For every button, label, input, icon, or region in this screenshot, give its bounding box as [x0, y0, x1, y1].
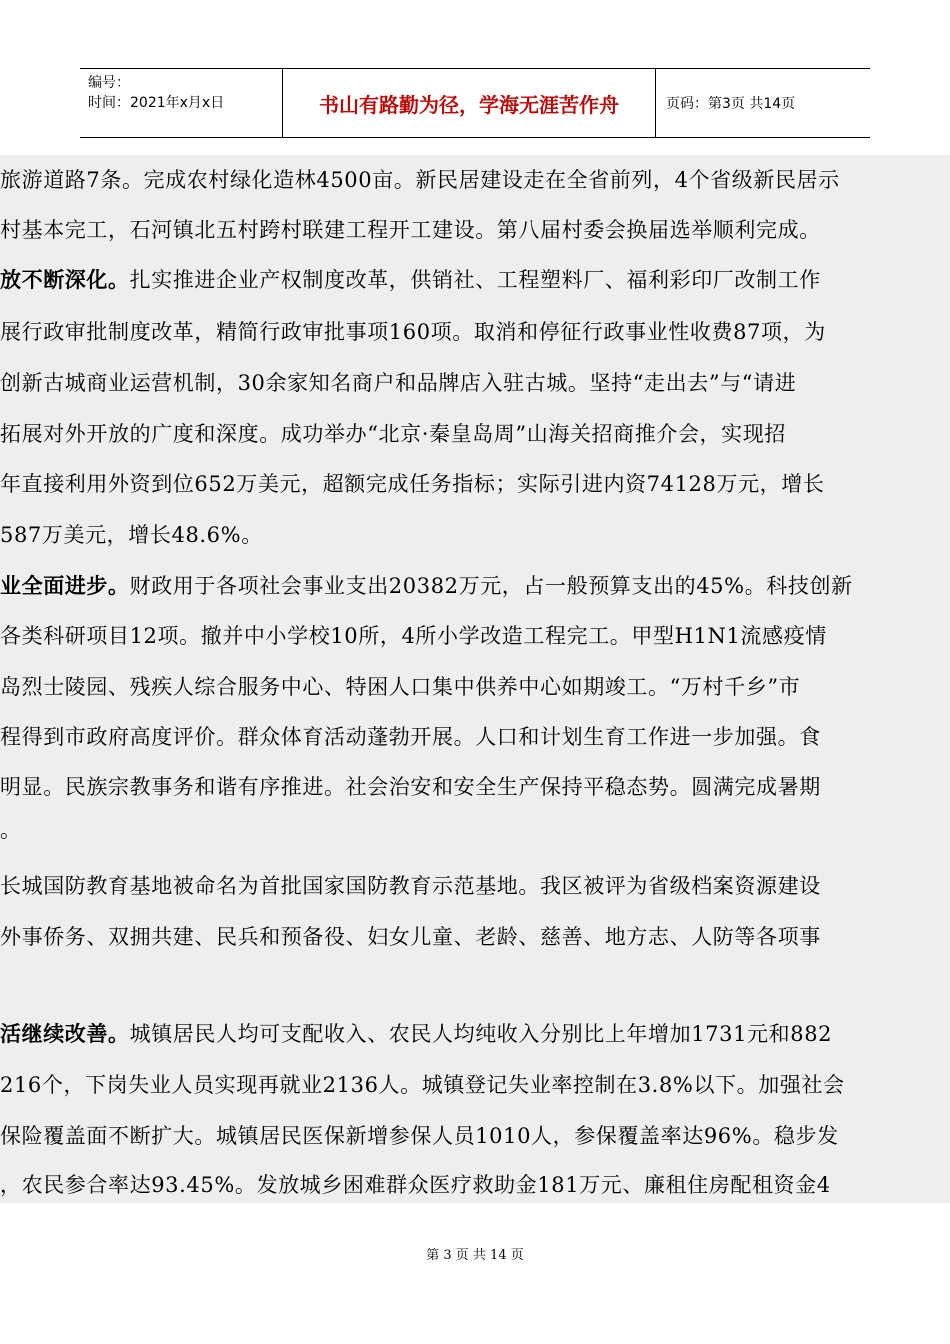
line-text: 城镇居民人均可支配收入、农民人均纯收入分别比上年增加1731元和882	[129, 1022, 833, 1046]
line-text: 各类科研项目12项。撤并中小学校10所，4所小学改造工程完工。甲型H1N1流感疫情	[0, 624, 827, 648]
line-text: 明显。民族宗教事务和谐有序推进。社会治安和安全生产保持平稳态势。圆满完成暑期	[0, 775, 821, 799]
line-text: 587万美元，增长48.6%。	[0, 523, 263, 547]
text-line	[0, 861, 950, 911]
document-body	[0, 155, 950, 1203]
line-text: 拓展对外开放的广度和深度。成功举办“北京·秦皇岛周”山海关招商推介会，实现招	[0, 422, 786, 446]
text-line	[0, 1060, 950, 1110]
line-text: 程得到市政府高度评价。群众体育活动蓬勃开展。人口和计划生育工作进一步加强。食	[0, 725, 821, 749]
header-motto: 书山有路勤为径，学海无涯苦作舟	[283, 69, 656, 137]
line-text: 长城国防教育基地被命名为首批国家国防教育示范基地。我区被评为省级档案资源建设	[0, 874, 821, 898]
text-line	[0, 712, 950, 762]
text-line	[0, 912, 950, 962]
text-line	[0, 358, 950, 408]
line-text: ，农民参合率达93.45%。发放城乡困难群众医疗救助金181万元、廉租住房配租资金4	[0, 1173, 831, 1197]
text-line	[0, 1009, 950, 1059]
line-text: 展行政审批制度改革，精简行政审批事项160项。取消和停征行政事业性收费87项，为	[0, 320, 826, 344]
text-line	[0, 307, 950, 357]
line-text: 村基本完工，石河镇北五村跨村联建工程开工建设。第八届村委会换届选举顺利完成。	[0, 218, 821, 242]
line-text: 216个，下岗失业人员实现再就业2136人。城镇登记失业率控制在3.8%以下。加强社会	[0, 1073, 845, 1097]
page-header	[80, 68, 870, 138]
text-line	[0, 960, 950, 1010]
page-footer: 第 3 页 共 14 页	[426, 1248, 524, 1263]
text-line	[0, 1111, 950, 1161]
text-line	[0, 510, 950, 560]
text-line	[0, 1160, 950, 1203]
line-text: 创新古城商业运营机制，30余家知名商户和品牌店入驻古城。坚持“走出去”与“请进	[0, 371, 797, 395]
line-text: 年直接利用外资到位652万美元，超额完成任务指标；实际引进内资74128万元，增长	[0, 472, 825, 496]
text-line	[0, 459, 950, 509]
bold-heading: 放不断深化。	[0, 267, 130, 292]
text-line	[0, 205, 950, 255]
header-page-label: 页码：第3页 共14页	[666, 96, 796, 112]
text-line	[0, 611, 950, 661]
text-line	[0, 409, 950, 459]
time-label: 时间：2021年x月x日	[88, 95, 225, 111]
text-line	[0, 155, 950, 205]
bold-heading: 活继续改善。	[0, 1021, 130, 1046]
text-line	[0, 255, 950, 305]
line-text: 保险覆盖面不断扩大。城镇居民医保新增参保人员1010人，参保覆盖率达96%。稳步发	[0, 1124, 839, 1148]
text-line	[0, 805, 950, 855]
bold-heading: 业全面进步。	[0, 573, 130, 598]
line-text: 岛烈士陵园、残疾人综合服务中心、特困人口集中供养中心如期竣工。“万村千乡”市	[0, 675, 801, 699]
line-text: 扎实推进企业产权制度改革，供销社、工程塑料厂、福利彩印厂改制工作	[129, 268, 821, 292]
text-line	[0, 561, 950, 611]
line-text: 财政用于各项社会事业支出20382万元，占一般预算支出的45%。科技创新	[129, 574, 853, 598]
text-line	[0, 662, 950, 712]
header-meta-cell	[80, 69, 283, 137]
line-text: 。	[0, 818, 22, 842]
number-label: 编号：	[88, 75, 130, 91]
line-text: 旅游道路7条。完成农村绿化造林4500亩。新民居建设走在全省前列，4个省级新民居示	[0, 168, 840, 192]
line-text: 外事侨务、双拥共建、民兵和预备役、妇女儿童、老龄、慈善、地方志、人防等各项事	[0, 925, 821, 949]
